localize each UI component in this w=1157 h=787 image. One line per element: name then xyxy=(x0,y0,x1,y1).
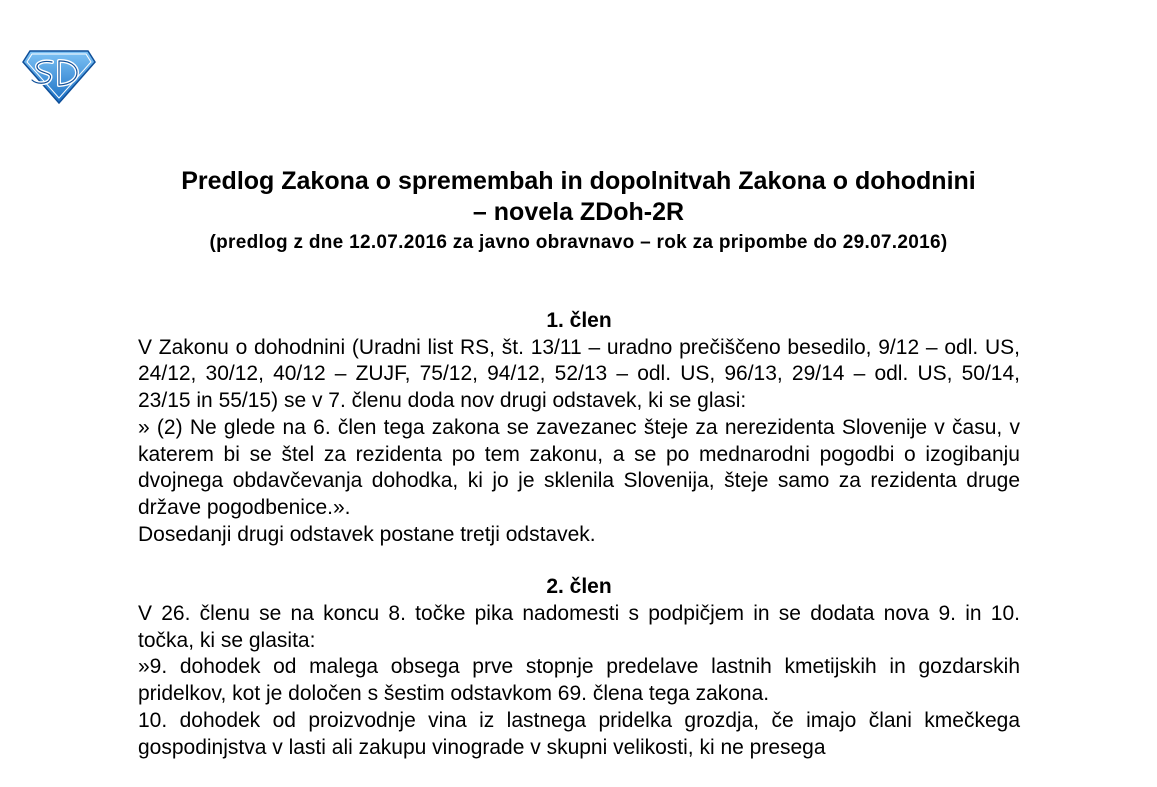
article-1 xyxy=(138,308,1020,548)
article-paragraph: »9. dohodek od malega obsega prve stopnje predelave lastnih kmetijskih in gozdarskih pridelkov, kot je določen s šestim odstavkom 69. člena tega zakona. xyxy=(138,655,1020,706)
article-paragraph: V 26. členu se na koncu 8. točke pika nadomesti s podpičjem in se dodata nova 9. in 10. točka, ki se glasita: xyxy=(138,602,1020,652)
document-body xyxy=(138,308,1020,787)
sd-logo-shield-icon xyxy=(22,48,96,104)
article-paragraph: Dosedanji drugi odstavek postane tretji odstavek. xyxy=(138,522,596,546)
article-paragraph: 10. dohodek od proizvodnje vina iz lastnega pridelka grozdja, če imajo člani kmečkega gospodinjstva v lasti ali zakupu vinograde v skupni velikosti, ki ne presega xyxy=(138,708,1020,759)
document-title-line1: Predlog Zakona o spremembah in dopolnitvah Zakona o dohodnini xyxy=(181,167,976,195)
document-title-line2: – novela ZDoh-2R xyxy=(472,198,685,226)
article-paragraph: » (2) Ne glede na 6. člen tega zakona se zavezanec šteje za nerezidenta Slovenije v času, v katerem bi se štel za rezidenta po tem zakonu, a se po mednarodni pogodbi o izogibanju dvojnega obdavčevanja dohodka, ki jo je sklenila Slovenija, šteje samo za rezidenta druge države pogodbenice.». xyxy=(138,415,1020,519)
article-2 xyxy=(138,574,1020,761)
document-header xyxy=(0,166,1157,256)
sd-logo xyxy=(22,48,96,104)
article-heading: 2. člen xyxy=(546,575,612,599)
article-heading: 1. člen xyxy=(546,309,612,332)
article-paragraph: V Zakonu o dohodnini (Uradni list RS, št. 13/11 – uradno prečiščeno besedilo, 9/12 – odl. US, 24/12, 30/12, 40/12 – ZUJF, 75/12, 94/12, 52/13 – odl. US, 96/13, 29/14 – odl. US, 50/14, 23/15 in 55/15) se v 7. členu doda nov drugi odstavek, ki se glasi: xyxy=(138,335,1020,413)
document-subtitle: (predlog z dne 12.07.2016 za javno obravnavo – rok za pripombe do 29.07.2016) xyxy=(209,232,948,253)
